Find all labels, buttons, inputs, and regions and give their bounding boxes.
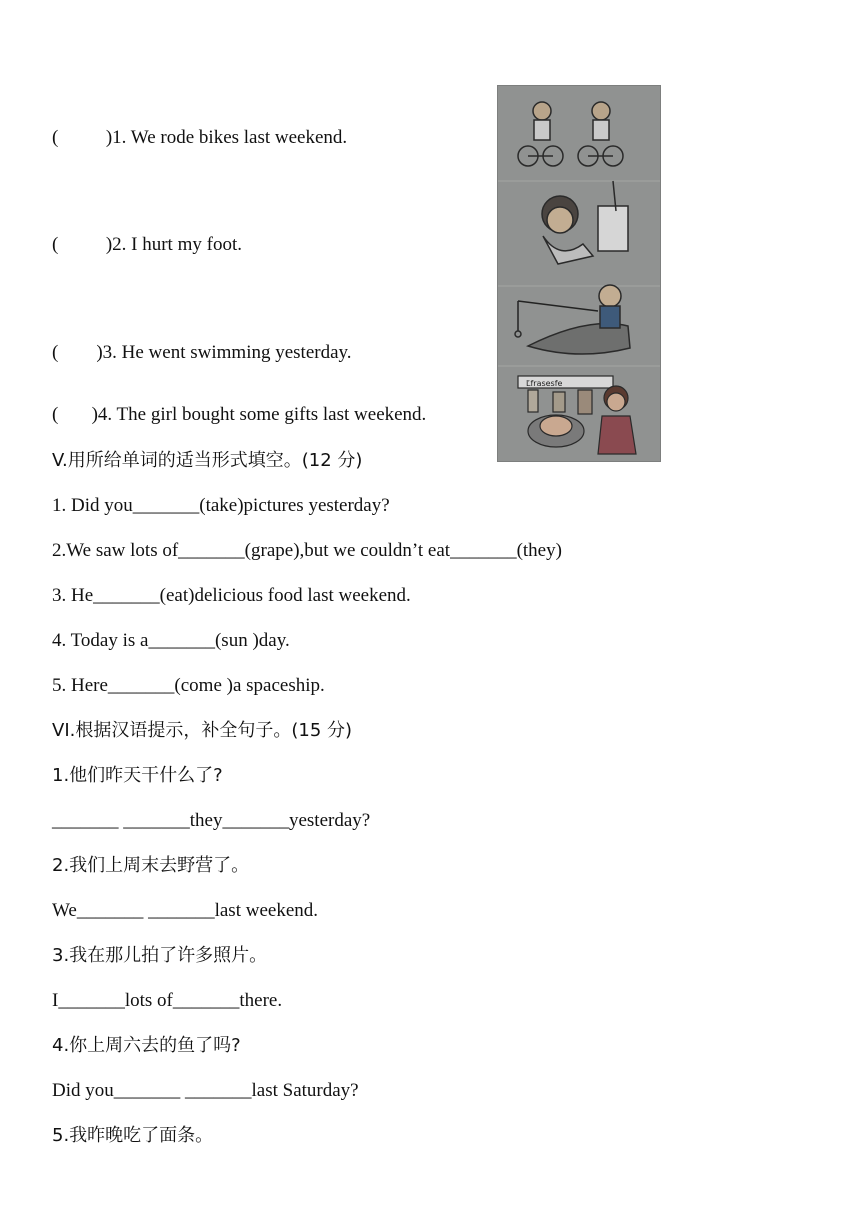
matching-item-1: ( )1. We rode bikes last weekend.	[52, 127, 348, 148]
section-6-prompt-2: 2.我们上周末去野营了。	[52, 855, 250, 876]
section-6-prompt-4: 4.你上周六去的鱼了吗?	[52, 1035, 241, 1056]
matching-item-4: ( )4. The girl bought some gifts last weekend.	[52, 404, 427, 425]
section-5-heading: V.用所给单词的适当形式填空。(12 分)	[52, 450, 363, 471]
exercise-illustration-photo	[497, 85, 661, 462]
section-6-prompt-3: 3.我在那儿拍了许多照片。	[52, 945, 268, 966]
section-5-item-5: 5. Here_______(come )a spaceship.	[52, 675, 325, 696]
section-5-item-3: 3. He_______(eat)delicious food last weekend.	[52, 585, 411, 606]
section-6-answer-3: I_______lots of_______there.	[52, 990, 283, 1011]
section-6-answer-4: Did you_______ _______last Saturday?	[52, 1080, 359, 1101]
section-6-heading: VI.根据汉语提示，补全句子。(15 分)	[52, 720, 353, 741]
matching-item-2: ( )2. I hurt my foot.	[52, 234, 242, 255]
section-5-item-4: 4. Today is a_______(sun )day.	[52, 630, 290, 651]
section-6-prompt-5: 5.我昨晚吃了面条。	[52, 1125, 214, 1146]
section-6-answer-2: We_______ _______last weekend.	[52, 900, 318, 921]
matching-item-3: ( )3. He went swimming yesterday.	[52, 342, 352, 363]
section-6-prompt-1: 1.他们昨天干什么了?	[52, 765, 223, 786]
section-5-item-1: 1. Did you_______(take)pictures yesterday?	[52, 495, 390, 516]
section-6-answer-1: _______ _______they_______yesterday?	[52, 810, 371, 831]
illustration-svg	[498, 86, 660, 461]
section-5-item-2: 2.We saw lots of_______(grape),but we couldn’t eat_______(they)	[52, 540, 562, 561]
shop-sign-text: Ľfrasesfe	[526, 379, 563, 388]
